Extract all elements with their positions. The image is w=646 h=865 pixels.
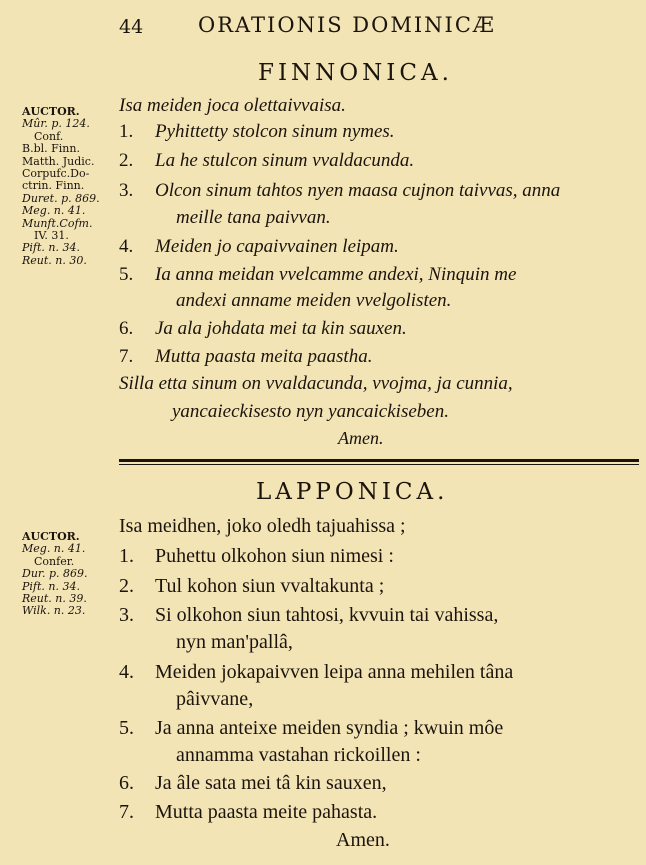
- lapponica-verse-3: [119, 604, 498, 627]
- verse-number: 7.: [119, 346, 134, 367]
- finnonica-verse-1: [119, 121, 395, 143]
- sidenote: ctrin. Finn.: [22, 179, 85, 193]
- page-number: 44: [119, 16, 144, 38]
- verse-number: 5.: [119, 717, 134, 739]
- verse-text: Tul kohon siun vvaltakunta ;: [155, 575, 385, 597]
- sidenote: Dur. p. 869.: [22, 567, 88, 581]
- sidenote: Meg. n. 41.: [22, 204, 86, 218]
- finnonica-intro: Isa meiden joca olettaivvaisa.: [119, 95, 346, 116]
- lapponica-sidenotes: [22, 531, 87, 618]
- lapponica-verse-5: [119, 717, 503, 740]
- sidenote: B.bl. Finn.: [22, 142, 80, 156]
- finnonica-doxology-1: Silla etta sinum on vvaldacunda, vvojma, ja cunnia,: [119, 373, 513, 394]
- finnonica-heading: FINNONICA.: [258, 60, 453, 86]
- verse-text: Meiden jokapaivven leipa anna mehilen tâna: [155, 661, 514, 683]
- lapponica-verse-4-cont: pâivvane,: [176, 688, 254, 710]
- finnonica-verse-4: [119, 236, 399, 258]
- verse-number: 2.: [119, 150, 134, 171]
- sidenote: Conf.: [34, 129, 64, 143]
- finnonica-sidenotes: [22, 106, 100, 267]
- verse-number: 6.: [119, 772, 134, 794]
- sidenote: Munft.Cofm.: [22, 216, 93, 230]
- finnonica-verse-3: [119, 180, 560, 202]
- verse-text: Meiden jo capaivvainen leipam.: [155, 236, 399, 257]
- finnonica-doxology-2: yancaieckisesto nyn yancaickiseben.: [172, 401, 449, 422]
- lapponica-heading: LAPPONICA.: [256, 479, 449, 505]
- verse-number: 3.: [119, 604, 134, 626]
- lapponica-verse-1: [119, 545, 394, 568]
- sidenote: Meg. n. 41.: [22, 542, 86, 556]
- sidenote: AUCTOR.: [22, 530, 80, 543]
- lapponica-verse-4: [119, 661, 513, 684]
- verse-text: Pyhittetty stolcon sinum nymes.: [155, 121, 395, 142]
- sidenote: Matth. Judic.: [22, 154, 95, 168]
- finnonica-amen: Amen.: [338, 428, 384, 448]
- finnonica-verse-6: [119, 318, 407, 340]
- sidenote: Pift. n. 34.: [22, 579, 80, 593]
- section-divider-thick: [119, 459, 639, 462]
- verse-text: Olcon sinum tahtos nyen maasa cujnon taivvas, anna: [155, 180, 561, 201]
- finnonica-verse-5: [119, 264, 516, 286]
- verse-number: 4.: [119, 236, 134, 257]
- finnonica-verse-7: [119, 346, 372, 368]
- sidenote: Reut. n. 30.: [22, 253, 87, 267]
- finnonica-verse-3-cont: meille tana paivvan.: [176, 207, 331, 228]
- verse-number: 5.: [119, 264, 134, 285]
- lapponica-verse-2: [119, 575, 384, 598]
- verse-text: Ia anna meidan vvelcamme andexi, Ninquin me: [155, 264, 517, 285]
- lapponica-amen: Amen.: [336, 829, 390, 851]
- verse-number: 3.: [119, 180, 134, 201]
- running-head: ORATIONIS DOMINICÆ: [198, 13, 496, 37]
- sidenote: Corpufc.Do-: [22, 167, 90, 181]
- lapponica-verse-7: [119, 801, 377, 824]
- sidenote: Wilk. n. 23.: [22, 604, 86, 618]
- section-divider-thin: [119, 464, 639, 465]
- verse-number: 1.: [119, 545, 134, 567]
- lapponica-intro: Isa meidhen, joko oledh tajuahissa ;: [119, 515, 406, 537]
- sidenote: IV. 31.: [34, 229, 69, 243]
- finnonica-verse-5-cont: andexi anname meiden vvelgolisten.: [176, 290, 452, 311]
- sidenote: Duret. p. 869.: [22, 191, 100, 205]
- verse-number: 1.: [119, 121, 134, 142]
- verse-text: Ja anna anteixe meiden syndia ; kwuin môe: [155, 717, 504, 739]
- verse-text: Puhettu olkohon siun nimesi :: [155, 545, 394, 567]
- sidenote: Confer.: [34, 554, 75, 568]
- verse-text: Ja âle sata mei tâ kin sauxen,: [155, 772, 387, 794]
- verse-text: Mutta paasta meita paastha.: [155, 346, 373, 367]
- verse-text: Si olkohon siun tahtosi, kvvuin tai vahissa,: [155, 604, 499, 626]
- verse-number: 7.: [119, 801, 134, 823]
- sidenote: AUCTOR.: [22, 105, 80, 118]
- sidenote: Pift. n. 34.: [22, 241, 80, 255]
- verse-text: La he stulcon sinum vvaldacunda.: [155, 150, 415, 171]
- verse-text: Mutta paasta meite pahasta.: [155, 801, 378, 823]
- finnonica-verse-2: [119, 150, 414, 172]
- lapponica-verse-6: [119, 772, 387, 795]
- verse-number: 6.: [119, 318, 134, 339]
- verse-number: 2.: [119, 575, 134, 597]
- lapponica-verse-3-cont: nyn man'pallâ,: [176, 631, 293, 653]
- lapponica-verse-5-cont: annamma vastahan rickoillen :: [176, 744, 421, 766]
- sidenote: Mûr. p. 124.: [22, 117, 90, 131]
- sidenote: Reut. n. 39.: [22, 592, 87, 606]
- verse-text: Ja ala johdata mei ta kin sauxen.: [155, 318, 407, 339]
- verse-number: 4.: [119, 661, 134, 683]
